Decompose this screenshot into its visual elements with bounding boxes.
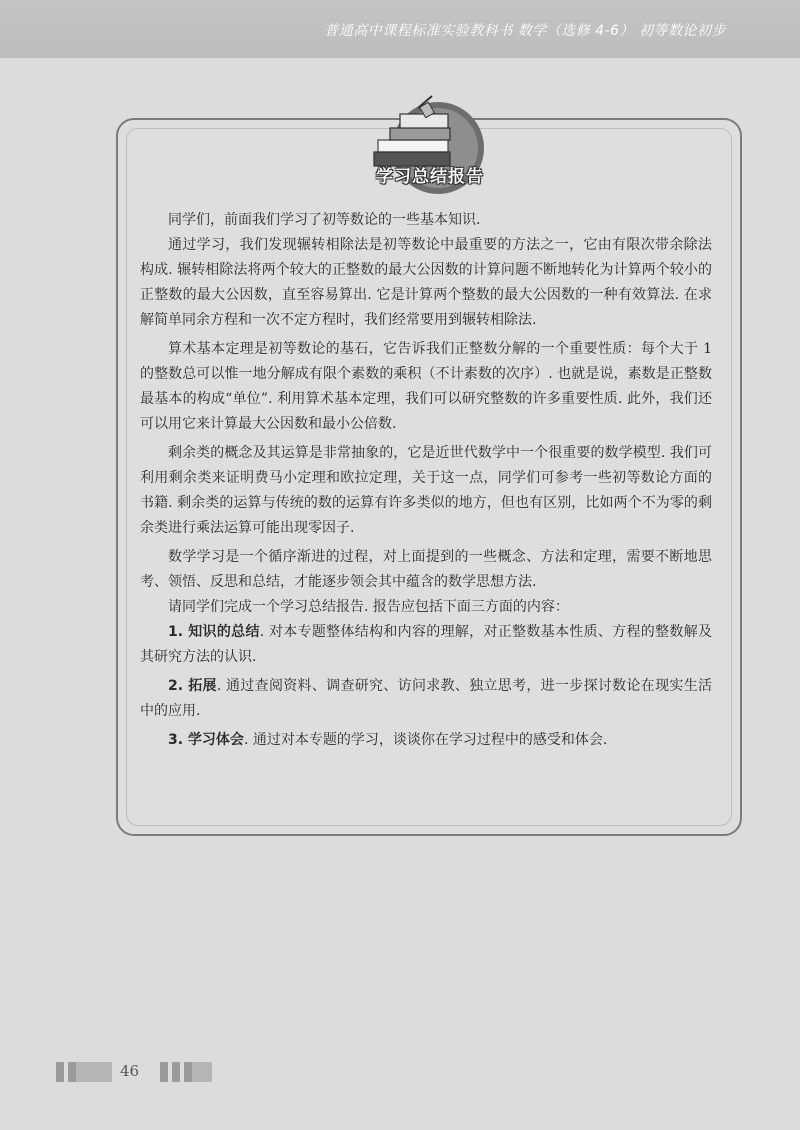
paragraph: 数学学习是一个循序渐进的过程，对上面提到的一些概念、方法和定理，需要不断地思考、领悟、反思和总结，才能逐步领会其中蕴含的数学思想方法. — [140, 549, 712, 590]
paragraph: 算术基本定理是初等数论的基石，它告诉我们正整数分解的一个重要性质：每个大于 1 的整数总可以惟一地分解成有限个素数的乘积（不计素数的次序）. 也就是说，素数是正整数最基本的构成“单位”. 利用算术基本定理，我们可以研究整数的许多重要性质. 此外，我们还可以用它来计算最大公因数和最小公倍数. — [140, 341, 712, 432]
page-number: 46 — [120, 1062, 140, 1080]
item-label: 2. 拓展 — [168, 678, 217, 694]
paragraph: 同学们，前面我们学习了初等数论的一些基本知识. — [168, 212, 481, 228]
list-item — [140, 674, 712, 724]
section-title: 学习总结报告 — [376, 167, 484, 187]
content-body — [140, 208, 712, 753]
item-text: . 通过对本专题的学习，谈谈你在学习过程中的感受和体会. — [243, 732, 608, 748]
item-text: . 通过查阅资料、调查研究、访问求教、独立思考，进一步探讨数论在现实生活中的应用. — [140, 678, 712, 719]
book-title: 普通高中课程标准实验教科书 数学（选修 4-6） 初等数论初步 — [324, 23, 726, 39]
header-band — [0, 0, 800, 58]
paragraph: 剩余类的概念及其运算是非常抽象的，它是近世代数学中一个很重要的数学模型. 我们可利用剩余类来证明费马小定理和欧拉定理，关于这一点，同学们可参考一些初等数论方面的书籍. 剩余类的运算与传统的数的运算有许多类似的地方，但也有区别，比如两个不为零的剩余类进行乘法运算可能出现零因子. — [140, 445, 712, 536]
item-text: . 对本专题整体结构和内容的理解，对正整数基本性质、方程的整数解及其研究方法的认识. — [140, 624, 712, 665]
footer-bar-left — [56, 1062, 112, 1082]
paragraph: 请同学们完成一个学习总结报告. 报告应包括下面三方面的内容： — [168, 599, 569, 615]
list-item — [140, 728, 712, 753]
item-label: 1. 知识的总结 — [168, 624, 260, 640]
paragraph: 通过学习，我们发现辗转相除法是初等数论中最重要的方法之一，它由有限次带余除法构成. 辗转相除法将两个较大的正整数的最大公因数的计算问题不断地转化为计算两个较小的正整数的最大公因数，直至容易算出. 它是计算两个整数的最大公因数的一种有效算法. 在求解简单同余方程和一次不定方程时，我们经常要用到辗转相除法. — [140, 237, 712, 328]
list-item — [140, 620, 712, 670]
footer-bar-right — [160, 1062, 212, 1082]
item-label: 3. 学习体会 — [168, 732, 244, 748]
